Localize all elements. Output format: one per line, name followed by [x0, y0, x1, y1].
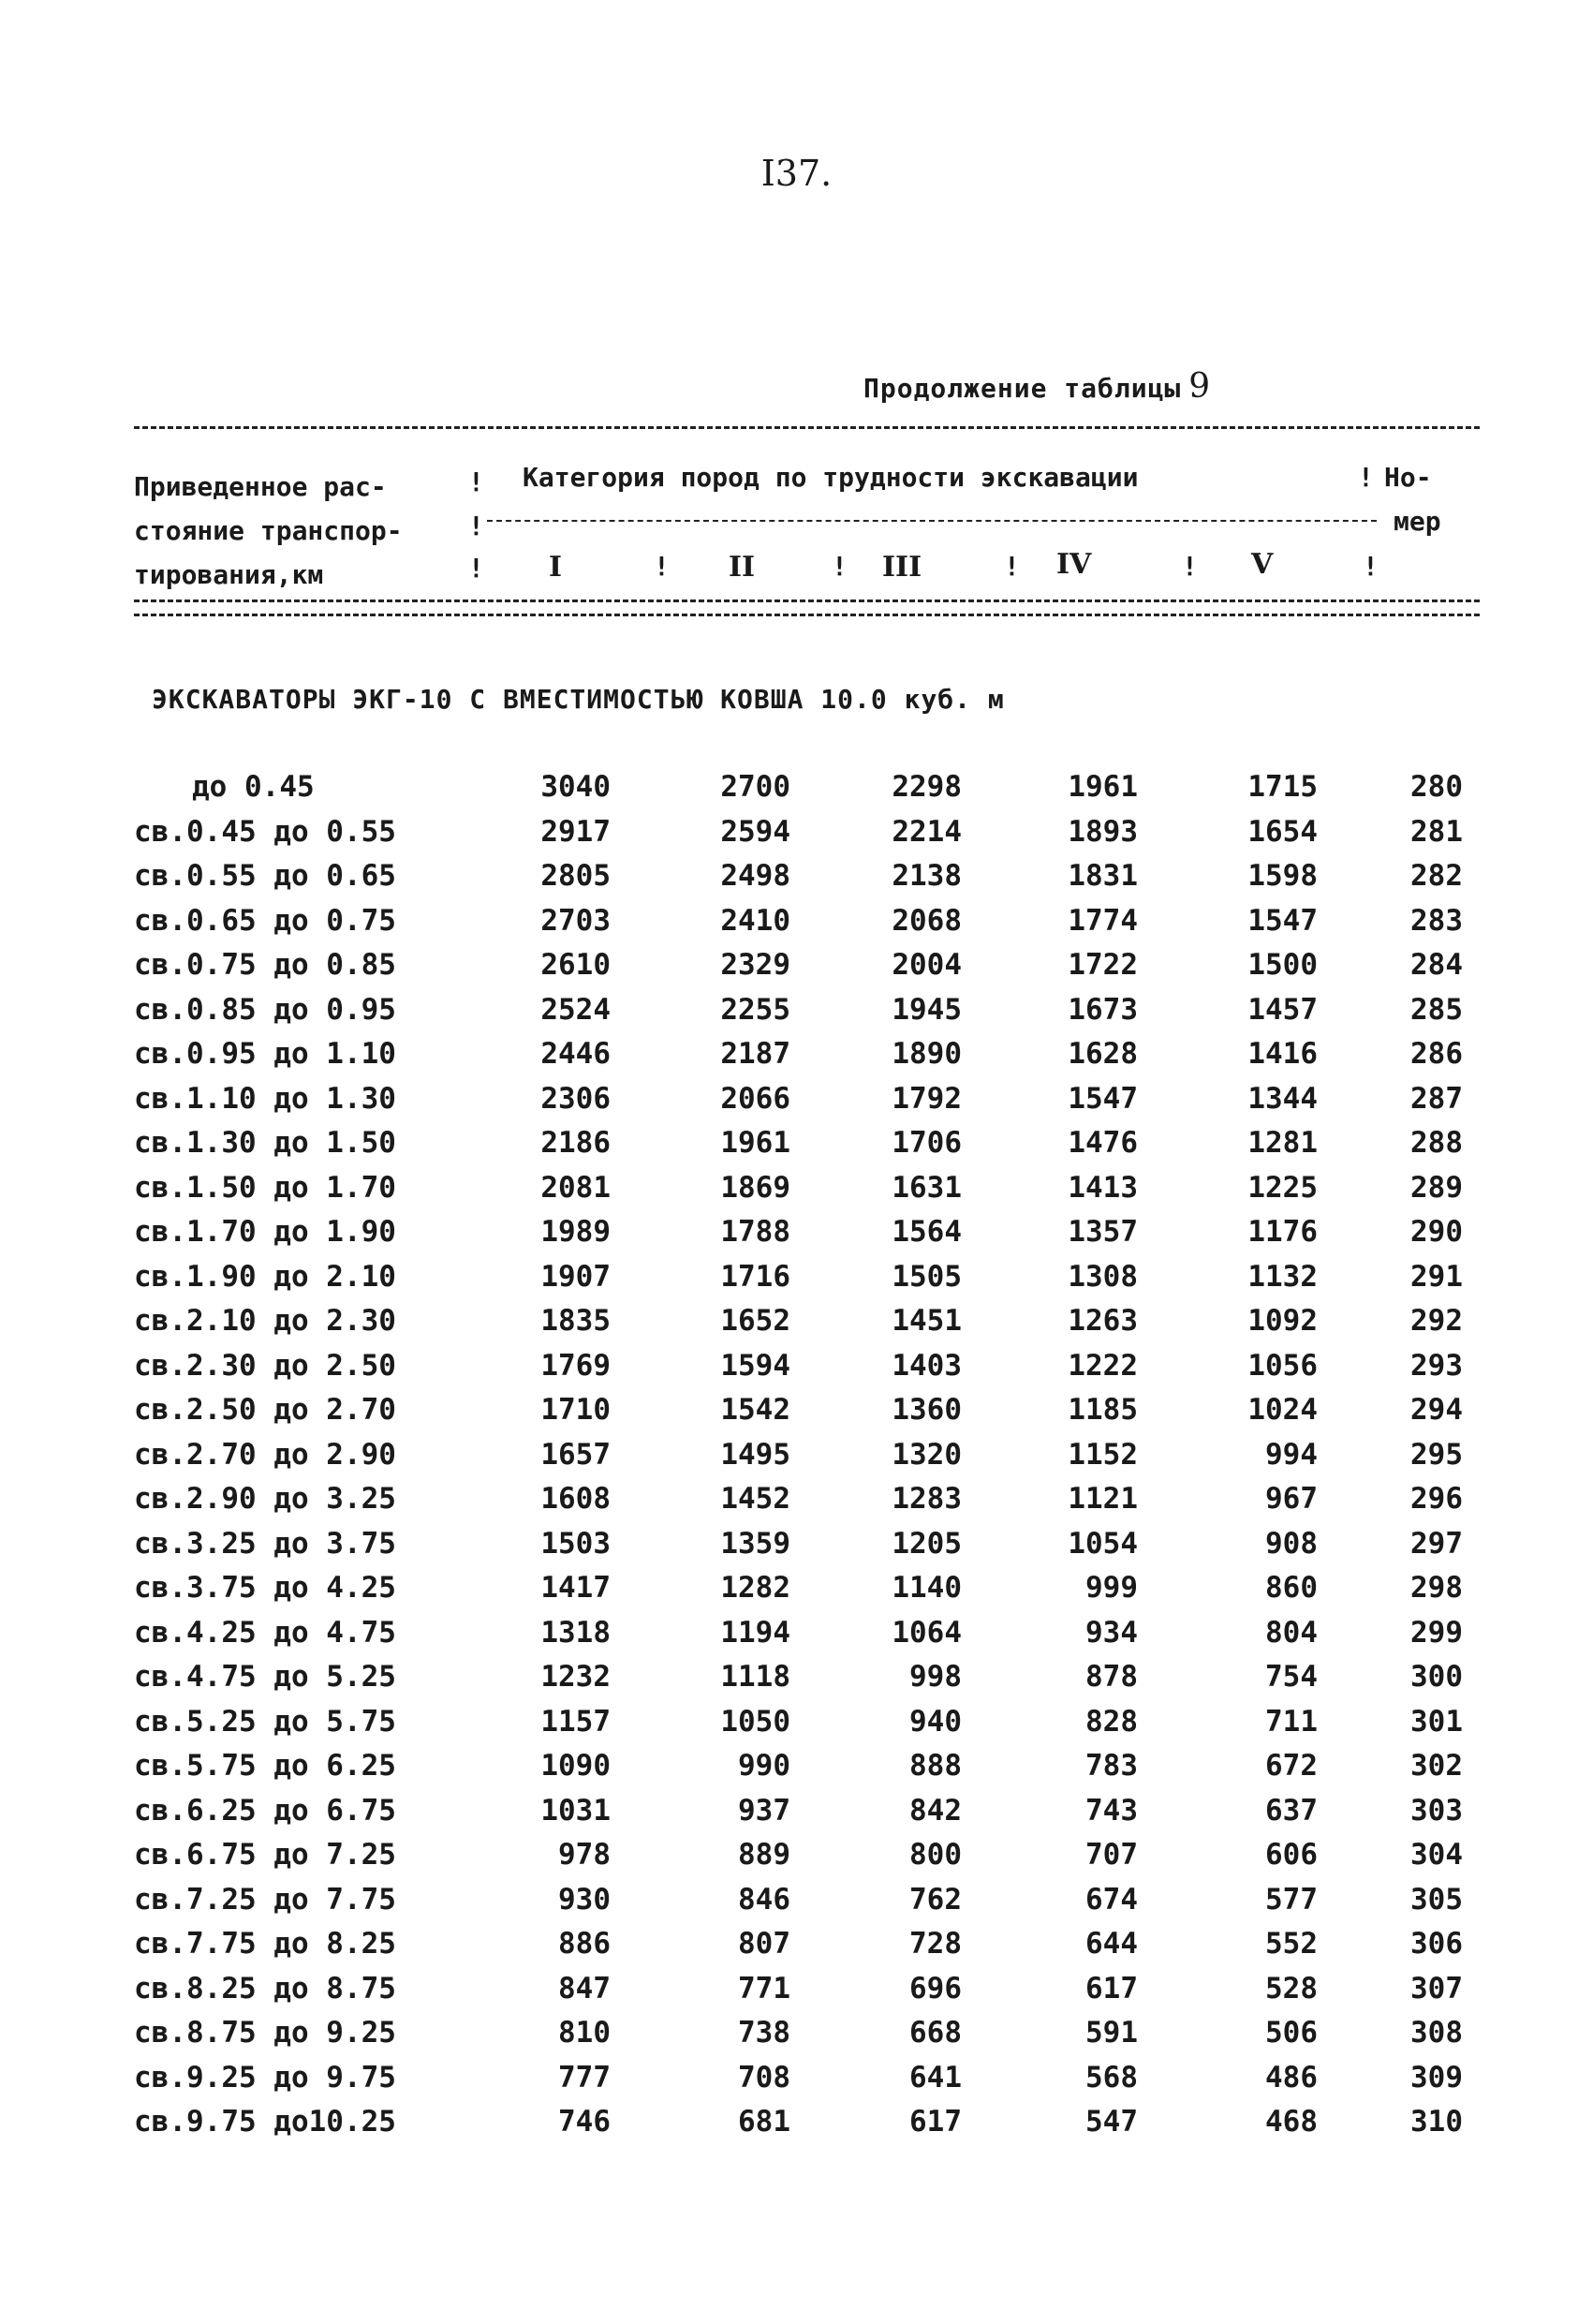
category-3-value-cell: 1564	[892, 1215, 962, 1249]
category-2-value-cell: 2410	[720, 903, 790, 938]
distance-cell: св.6.25 до 6.75	[134, 1793, 396, 1828]
category-5-value-cell: 637	[1265, 1793, 1318, 1828]
category-1-value-cell: 847	[558, 1971, 611, 2006]
row-number-cell: 298	[1410, 1571, 1463, 1605]
category-3-value-cell: 1631	[892, 1170, 962, 1205]
header-separator: !	[1004, 551, 1020, 582]
distance-cell: св.0.75 до 0.85	[134, 948, 396, 982]
category-3-value-cell: 842	[909, 1793, 962, 1828]
category-3-value-cell: 1505	[892, 1259, 962, 1294]
category-2-value-cell: 1282	[720, 1571, 790, 1605]
category-2-value-cell: 2187	[720, 1037, 790, 1071]
category-5-value-cell: 672	[1265, 1749, 1318, 1783]
category-5-value-cell: 1344	[1247, 1081, 1318, 1116]
category-3-value-cell: 762	[909, 1882, 962, 1917]
header-distance-line-3: тирования,км	[134, 559, 324, 590]
category-2-value-cell: 937	[738, 1793, 790, 1828]
category-4-value-cell: 547	[1085, 2105, 1138, 2139]
category-2-value-cell: 1452	[720, 1482, 790, 1516]
row-number-cell: 308	[1410, 2016, 1463, 2050]
row-number-cell: 286	[1410, 1037, 1463, 1071]
distance-cell: св.9.25 до 9.75	[134, 2060, 396, 2095]
category-3-value-cell: 2004	[892, 948, 962, 982]
table-row	[0, 1215, 1593, 1252]
category-5-value-cell: 1500	[1247, 948, 1318, 982]
table-caption	[863, 367, 1211, 406]
category-5-value-cell: 1598	[1247, 859, 1318, 893]
distance-cell: св.7.75 до 8.25	[134, 1927, 396, 1961]
distance-cell: св.2.90 до 3.25	[134, 1482, 396, 1516]
header-separator: !	[832, 551, 848, 582]
row-number-cell: 299	[1410, 1615, 1463, 1650]
category-3-value-cell: 888	[909, 1749, 962, 1783]
category-2-value-cell: 2498	[720, 859, 790, 893]
table-row	[0, 1260, 1593, 1297]
category-4-value-cell: 743	[1085, 1793, 1138, 1828]
row-number-cell: 285	[1410, 992, 1463, 1027]
category-3-value-cell: 1205	[892, 1526, 962, 1561]
category-3-value-cell: 1283	[892, 1482, 962, 1516]
category-2-value-cell: 1869	[720, 1170, 790, 1205]
row-number-cell: 289	[1410, 1170, 1463, 1205]
category-3-value-cell: 2298	[892, 770, 962, 804]
table-row	[0, 770, 1593, 807]
category-3-value-cell: 617	[909, 2105, 962, 2139]
category-1-value-cell: 2446	[540, 1037, 611, 1071]
table-row	[0, 948, 1593, 985]
caption-number: 9	[1188, 367, 1212, 406]
row-number-cell: 295	[1410, 1437, 1463, 1472]
row-number-cell: 281	[1410, 814, 1463, 849]
category-3-value-cell: 2138	[892, 859, 962, 893]
category-4-value-cell: 1831	[1068, 859, 1138, 893]
header-distance-line-2: стояние транспор-	[134, 515, 403, 546]
category-3-value-cell: 641	[909, 2060, 962, 2095]
table-row	[0, 1082, 1593, 1119]
distance-cell: св.7.25 до 7.75	[134, 1882, 396, 1917]
table-row	[0, 1126, 1593, 1163]
category-2-value-cell: 1542	[720, 1393, 790, 1427]
category-2-value-cell: 681	[738, 2105, 790, 2139]
category-5-value-cell: 552	[1265, 1927, 1318, 1961]
category-3-value-cell: 1140	[892, 1571, 962, 1605]
table-row	[0, 1927, 1593, 1964]
row-number-cell: 287	[1410, 1081, 1463, 1116]
category-3-value-cell: 998	[909, 1660, 962, 1694]
row-number-cell: 284	[1410, 948, 1463, 982]
category-1-value-cell: 1657	[540, 1437, 611, 1472]
row-number-cell: 292	[1410, 1304, 1463, 1338]
category-3-value-cell: 1320	[892, 1437, 962, 1472]
category-1-value-cell: 2703	[540, 903, 611, 938]
category-4-value-cell: 878	[1085, 1660, 1138, 1694]
table-row	[0, 1838, 1593, 1875]
category-1-value-cell: 1835	[540, 1304, 611, 1338]
row-number-cell: 301	[1410, 1704, 1463, 1739]
category-3-value-cell: 1403	[892, 1348, 962, 1383]
category-4-value-cell: 1673	[1068, 992, 1138, 1027]
table-row	[0, 1571, 1593, 1608]
category-5-value-cell: 967	[1265, 1482, 1318, 1516]
category-5-value-cell: 754	[1265, 1660, 1318, 1694]
category-4-value-cell: 1628	[1068, 1037, 1138, 1071]
table-row	[0, 1794, 1593, 1831]
category-4-value-cell: 591	[1085, 2016, 1138, 2050]
category-2-value-cell: 1716	[720, 1259, 790, 1294]
row-number-cell: 306	[1410, 1927, 1463, 1961]
category-2-value-cell: 1118	[720, 1660, 790, 1694]
category-1-value-cell: 1710	[540, 1393, 611, 1427]
category-5-value-cell: 1225	[1247, 1170, 1318, 1205]
distance-cell: св.2.30 до 2.50	[134, 1348, 396, 1383]
category-2-value-cell: 2700	[720, 770, 790, 804]
row-number-cell: 297	[1410, 1526, 1463, 1561]
category-4-value-cell: 1961	[1068, 770, 1138, 804]
row-number-cell: 282	[1410, 859, 1463, 893]
category-1-value-cell: 2186	[540, 1126, 611, 1160]
category-II: II	[729, 551, 756, 584]
category-3-value-cell: 696	[909, 1971, 962, 2006]
distance-cell: св.4.25 до 4.75	[134, 1615, 396, 1650]
category-2-value-cell: 846	[738, 1882, 790, 1917]
distance-cell: до 0.45	[192, 770, 315, 804]
category-1-value-cell: 1232	[540, 1660, 611, 1694]
distance-cell: св.0.85 до 0.95	[134, 992, 396, 1027]
category-1-value-cell: 930	[558, 1882, 611, 1917]
category-5-value-cell: 1056	[1247, 1348, 1318, 1383]
category-1-value-cell: 886	[558, 1927, 611, 1961]
header-inner-rule	[487, 520, 1377, 522]
category-4-value-cell: 1263	[1068, 1304, 1138, 1338]
distance-cell: св.2.10 до 2.30	[134, 1304, 396, 1338]
category-4-value-cell: 1222	[1068, 1348, 1138, 1383]
table-row	[0, 1037, 1593, 1074]
category-V: V	[1251, 548, 1274, 581]
row-number-cell: 290	[1410, 1215, 1463, 1249]
distance-cell: св.5.75 до 6.25	[134, 1749, 396, 1783]
category-1-value-cell: 1318	[540, 1615, 611, 1650]
category-3-value-cell: 1890	[892, 1037, 962, 1071]
category-I: I	[549, 551, 563, 584]
distance-cell: св.0.65 до 0.75	[134, 903, 396, 938]
category-4-value-cell: 568	[1085, 2060, 1138, 2095]
category-3-value-cell: 1064	[892, 1615, 962, 1650]
category-4-value-cell: 1308	[1068, 1259, 1138, 1294]
category-2-value-cell: 1359	[720, 1526, 790, 1561]
category-5-value-cell: 1176	[1247, 1215, 1318, 1249]
category-1-value-cell: 1608	[540, 1482, 611, 1516]
table-row	[0, 1616, 1593, 1653]
row-number-cell: 288	[1410, 1126, 1463, 1160]
header-separator: !	[654, 551, 670, 582]
category-2-value-cell: 708	[738, 2060, 790, 2095]
category-2-value-cell: 1961	[720, 1126, 790, 1160]
row-number-cell: 280	[1410, 770, 1463, 804]
category-2-value-cell: 2329	[720, 948, 790, 982]
table-row	[0, 1660, 1593, 1697]
category-1-value-cell: 2306	[540, 1081, 611, 1116]
category-5-value-cell: 486	[1265, 2060, 1318, 2095]
category-1-value-cell: 2917	[540, 814, 611, 849]
row-number-cell: 293	[1410, 1348, 1463, 1383]
table-row	[0, 1438, 1593, 1475]
category-5-value-cell: 1654	[1247, 814, 1318, 849]
category-4-value-cell: 1547	[1068, 1081, 1138, 1116]
category-1-value-cell: 1157	[540, 1704, 611, 1739]
row-number-cell: 283	[1410, 903, 1463, 938]
table-row	[0, 2105, 1593, 2142]
category-1-value-cell: 2805	[540, 859, 611, 893]
category-1-value-cell: 1090	[540, 1749, 611, 1783]
category-2-value-cell: 738	[738, 2016, 790, 2050]
table-row	[0, 1972, 1593, 2009]
category-5-value-cell: 1547	[1247, 903, 1318, 938]
header-distance-line-1: Приведенное рас-	[134, 471, 387, 502]
category-5-value-cell: 1715	[1247, 770, 1318, 804]
distance-cell: св.0.55 до 0.65	[134, 859, 396, 893]
category-3-value-cell: 1792	[892, 1081, 962, 1116]
table-row	[0, 815, 1593, 852]
category-1-value-cell: 1769	[540, 1348, 611, 1383]
category-1-value-cell: 2524	[540, 992, 611, 1027]
category-3-value-cell: 1706	[892, 1126, 962, 1160]
category-2-value-cell: 889	[738, 1838, 790, 1872]
category-3-value-cell: 668	[909, 2016, 962, 2050]
category-2-value-cell: 1495	[720, 1437, 790, 1472]
header-separator: !	[468, 511, 484, 541]
category-3-value-cell: 2068	[892, 903, 962, 938]
category-5-value-cell: 1416	[1247, 1037, 1318, 1071]
distance-cell: св.2.70 до 2.90	[134, 1437, 396, 1472]
category-5-value-cell: 908	[1265, 1526, 1318, 1561]
distance-cell: св.8.75 до 9.25	[134, 2016, 396, 2050]
category-4-value-cell: 674	[1085, 1882, 1138, 1917]
distance-cell: св.2.50 до 2.70	[134, 1393, 396, 1427]
category-4-value-cell: 1185	[1068, 1393, 1138, 1427]
category-4-value-cell: 1152	[1068, 1437, 1138, 1472]
table-row	[0, 904, 1593, 941]
category-5-value-cell: 711	[1265, 1704, 1318, 1739]
category-1-value-cell: 3040	[540, 770, 611, 804]
category-1-value-cell: 1907	[540, 1259, 611, 1294]
header-separator: !	[468, 553, 484, 584]
category-3-value-cell: 728	[909, 1927, 962, 1961]
category-5-value-cell: 606	[1265, 1838, 1318, 1872]
category-1-value-cell: 1503	[540, 1526, 611, 1561]
category-III: III	[882, 551, 922, 584]
category-2-value-cell: 2255	[720, 992, 790, 1027]
row-number-cell: 294	[1410, 1393, 1463, 1427]
category-3-value-cell: 940	[909, 1704, 962, 1739]
table-row	[0, 993, 1593, 1030]
header-category-title: Категория пород по трудности экскавации	[523, 462, 1139, 493]
category-5-value-cell: 1457	[1247, 992, 1318, 1027]
distance-cell: св.8.25 до 8.75	[134, 1971, 396, 2006]
header-separator: !	[1363, 551, 1379, 582]
category-IV: IV	[1056, 548, 1092, 581]
category-4-value-cell: 1893	[1068, 814, 1138, 849]
distance-cell: св.1.90 до 2.10	[134, 1259, 396, 1294]
category-2-value-cell: 1050	[720, 1704, 790, 1739]
category-2-value-cell: 807	[738, 1927, 790, 1961]
category-2-value-cell: 1652	[720, 1304, 790, 1338]
category-5-value-cell: 1024	[1247, 1393, 1318, 1427]
category-2-value-cell: 1194	[720, 1615, 790, 1650]
category-3-value-cell: 2214	[892, 814, 962, 849]
distance-cell: св.1.50 до 1.70	[134, 1170, 396, 1205]
category-2-value-cell: 771	[738, 1971, 790, 2006]
category-5-value-cell: 577	[1265, 1882, 1318, 1917]
category-2-value-cell: 1788	[720, 1215, 790, 1249]
category-2-value-cell: 2594	[720, 814, 790, 849]
category-4-value-cell: 1722	[1068, 948, 1138, 982]
category-1-value-cell: 2081	[540, 1170, 611, 1205]
distance-cell: св.6.75 до 7.25	[134, 1838, 396, 1872]
category-4-value-cell: 644	[1085, 1927, 1138, 1961]
category-1-value-cell: 810	[558, 2016, 611, 2050]
distance-cell: св.3.25 до 3.75	[134, 1526, 396, 1561]
category-5-value-cell: 1092	[1247, 1304, 1318, 1338]
header-bottom-rule	[134, 600, 1480, 602]
row-number-cell: 296	[1410, 1482, 1463, 1516]
table-row	[0, 1482, 1593, 1519]
distance-cell: св.0.45 до 0.55	[134, 814, 396, 849]
caption-label: Продолжение таблицы	[863, 373, 1182, 404]
category-4-value-cell: 1476	[1068, 1126, 1138, 1160]
category-5-value-cell: 860	[1265, 1571, 1318, 1605]
category-1-value-cell: 777	[558, 2060, 611, 2095]
category-4-value-cell: 934	[1085, 1615, 1138, 1650]
distance-cell: св.1.70 до 1.90	[134, 1215, 396, 1249]
table-row	[0, 1883, 1593, 1920]
distance-cell: св.5.25 до 5.75	[134, 1704, 396, 1739]
header-number-line-1: Но-	[1384, 462, 1432, 493]
row-number-cell: 304	[1410, 1838, 1463, 1872]
header-bottom-rule	[134, 614, 1480, 616]
category-5-value-cell: 1281	[1247, 1126, 1318, 1160]
distance-cell: св.3.75 до 4.25	[134, 1571, 396, 1605]
header-separator: !	[468, 466, 484, 497]
category-4-value-cell: 1121	[1068, 1482, 1138, 1516]
row-number-cell: 302	[1410, 1749, 1463, 1783]
header-number-line-2: мер	[1394, 506, 1441, 537]
table-row	[0, 1749, 1593, 1786]
category-2-value-cell: 1594	[720, 1348, 790, 1383]
category-4-value-cell: 1774	[1068, 903, 1138, 938]
category-1-value-cell: 1031	[540, 1793, 611, 1828]
table-row	[0, 1705, 1593, 1742]
header-separator: !	[1182, 551, 1198, 582]
category-2-value-cell: 2066	[720, 1081, 790, 1116]
category-5-value-cell: 994	[1265, 1437, 1318, 1472]
category-2-value-cell: 990	[738, 1749, 790, 1783]
distance-cell: св.4.75 до 5.25	[134, 1660, 396, 1694]
category-5-value-cell: 468	[1265, 2105, 1318, 2139]
category-1-value-cell: 2610	[540, 948, 611, 982]
category-3-value-cell: 1360	[892, 1393, 962, 1427]
category-4-value-cell: 999	[1085, 1571, 1138, 1605]
table-row	[0, 1304, 1593, 1341]
section-title: ЭКСКАВАТОРЫ ЭКГ-10 С ВМЕСТИМОСТЬЮ КОВША 10.0 куб. м	[152, 684, 1005, 715]
row-number-cell: 300	[1410, 1660, 1463, 1694]
row-number-cell: 310	[1410, 2105, 1463, 2139]
row-number-cell: 303	[1410, 1793, 1463, 1828]
category-3-value-cell: 1451	[892, 1304, 962, 1338]
table-row	[0, 1349, 1593, 1386]
category-1-value-cell: 1989	[540, 1215, 611, 1249]
category-1-value-cell: 746	[558, 2105, 611, 2139]
table-row	[0, 1393, 1593, 1430]
category-4-value-cell: 1413	[1068, 1170, 1138, 1205]
page-number: I37.	[760, 153, 833, 194]
table-row	[0, 1527, 1593, 1564]
table-row	[0, 1171, 1593, 1208]
category-4-value-cell: 1357	[1068, 1215, 1138, 1249]
row-number-cell: 305	[1410, 1882, 1463, 1917]
category-1-value-cell: 978	[558, 1838, 611, 1872]
category-1-value-cell: 1417	[540, 1571, 611, 1605]
category-5-value-cell: 1132	[1247, 1259, 1318, 1294]
category-3-value-cell: 1945	[892, 992, 962, 1027]
category-4-value-cell: 617	[1085, 1971, 1138, 2006]
category-5-value-cell: 506	[1265, 2016, 1318, 2050]
distance-cell: св.1.10 до 1.30	[134, 1081, 396, 1116]
table-top-rule	[134, 426, 1480, 429]
category-4-value-cell: 783	[1085, 1749, 1138, 1783]
row-number-cell: 291	[1410, 1259, 1463, 1294]
row-number-cell: 307	[1410, 1971, 1463, 2006]
distance-cell: св.1.30 до 1.50	[134, 1126, 396, 1160]
distance-cell: св.0.95 до 1.10	[134, 1037, 396, 1071]
category-4-value-cell: 1054	[1068, 1526, 1138, 1561]
category-5-value-cell: 528	[1265, 1971, 1318, 2006]
distance-cell: св.9.75 до10.25	[134, 2105, 396, 2139]
category-4-value-cell: 707	[1085, 1838, 1138, 1872]
header-separator: !	[1358, 462, 1374, 493]
table-row	[0, 2016, 1593, 2053]
table-row	[0, 2061, 1593, 2098]
category-4-value-cell: 828	[1085, 1704, 1138, 1739]
row-number-cell: 309	[1410, 2060, 1463, 2095]
table-row	[0, 859, 1593, 896]
category-3-value-cell: 800	[909, 1838, 962, 1872]
category-5-value-cell: 804	[1265, 1615, 1318, 1650]
